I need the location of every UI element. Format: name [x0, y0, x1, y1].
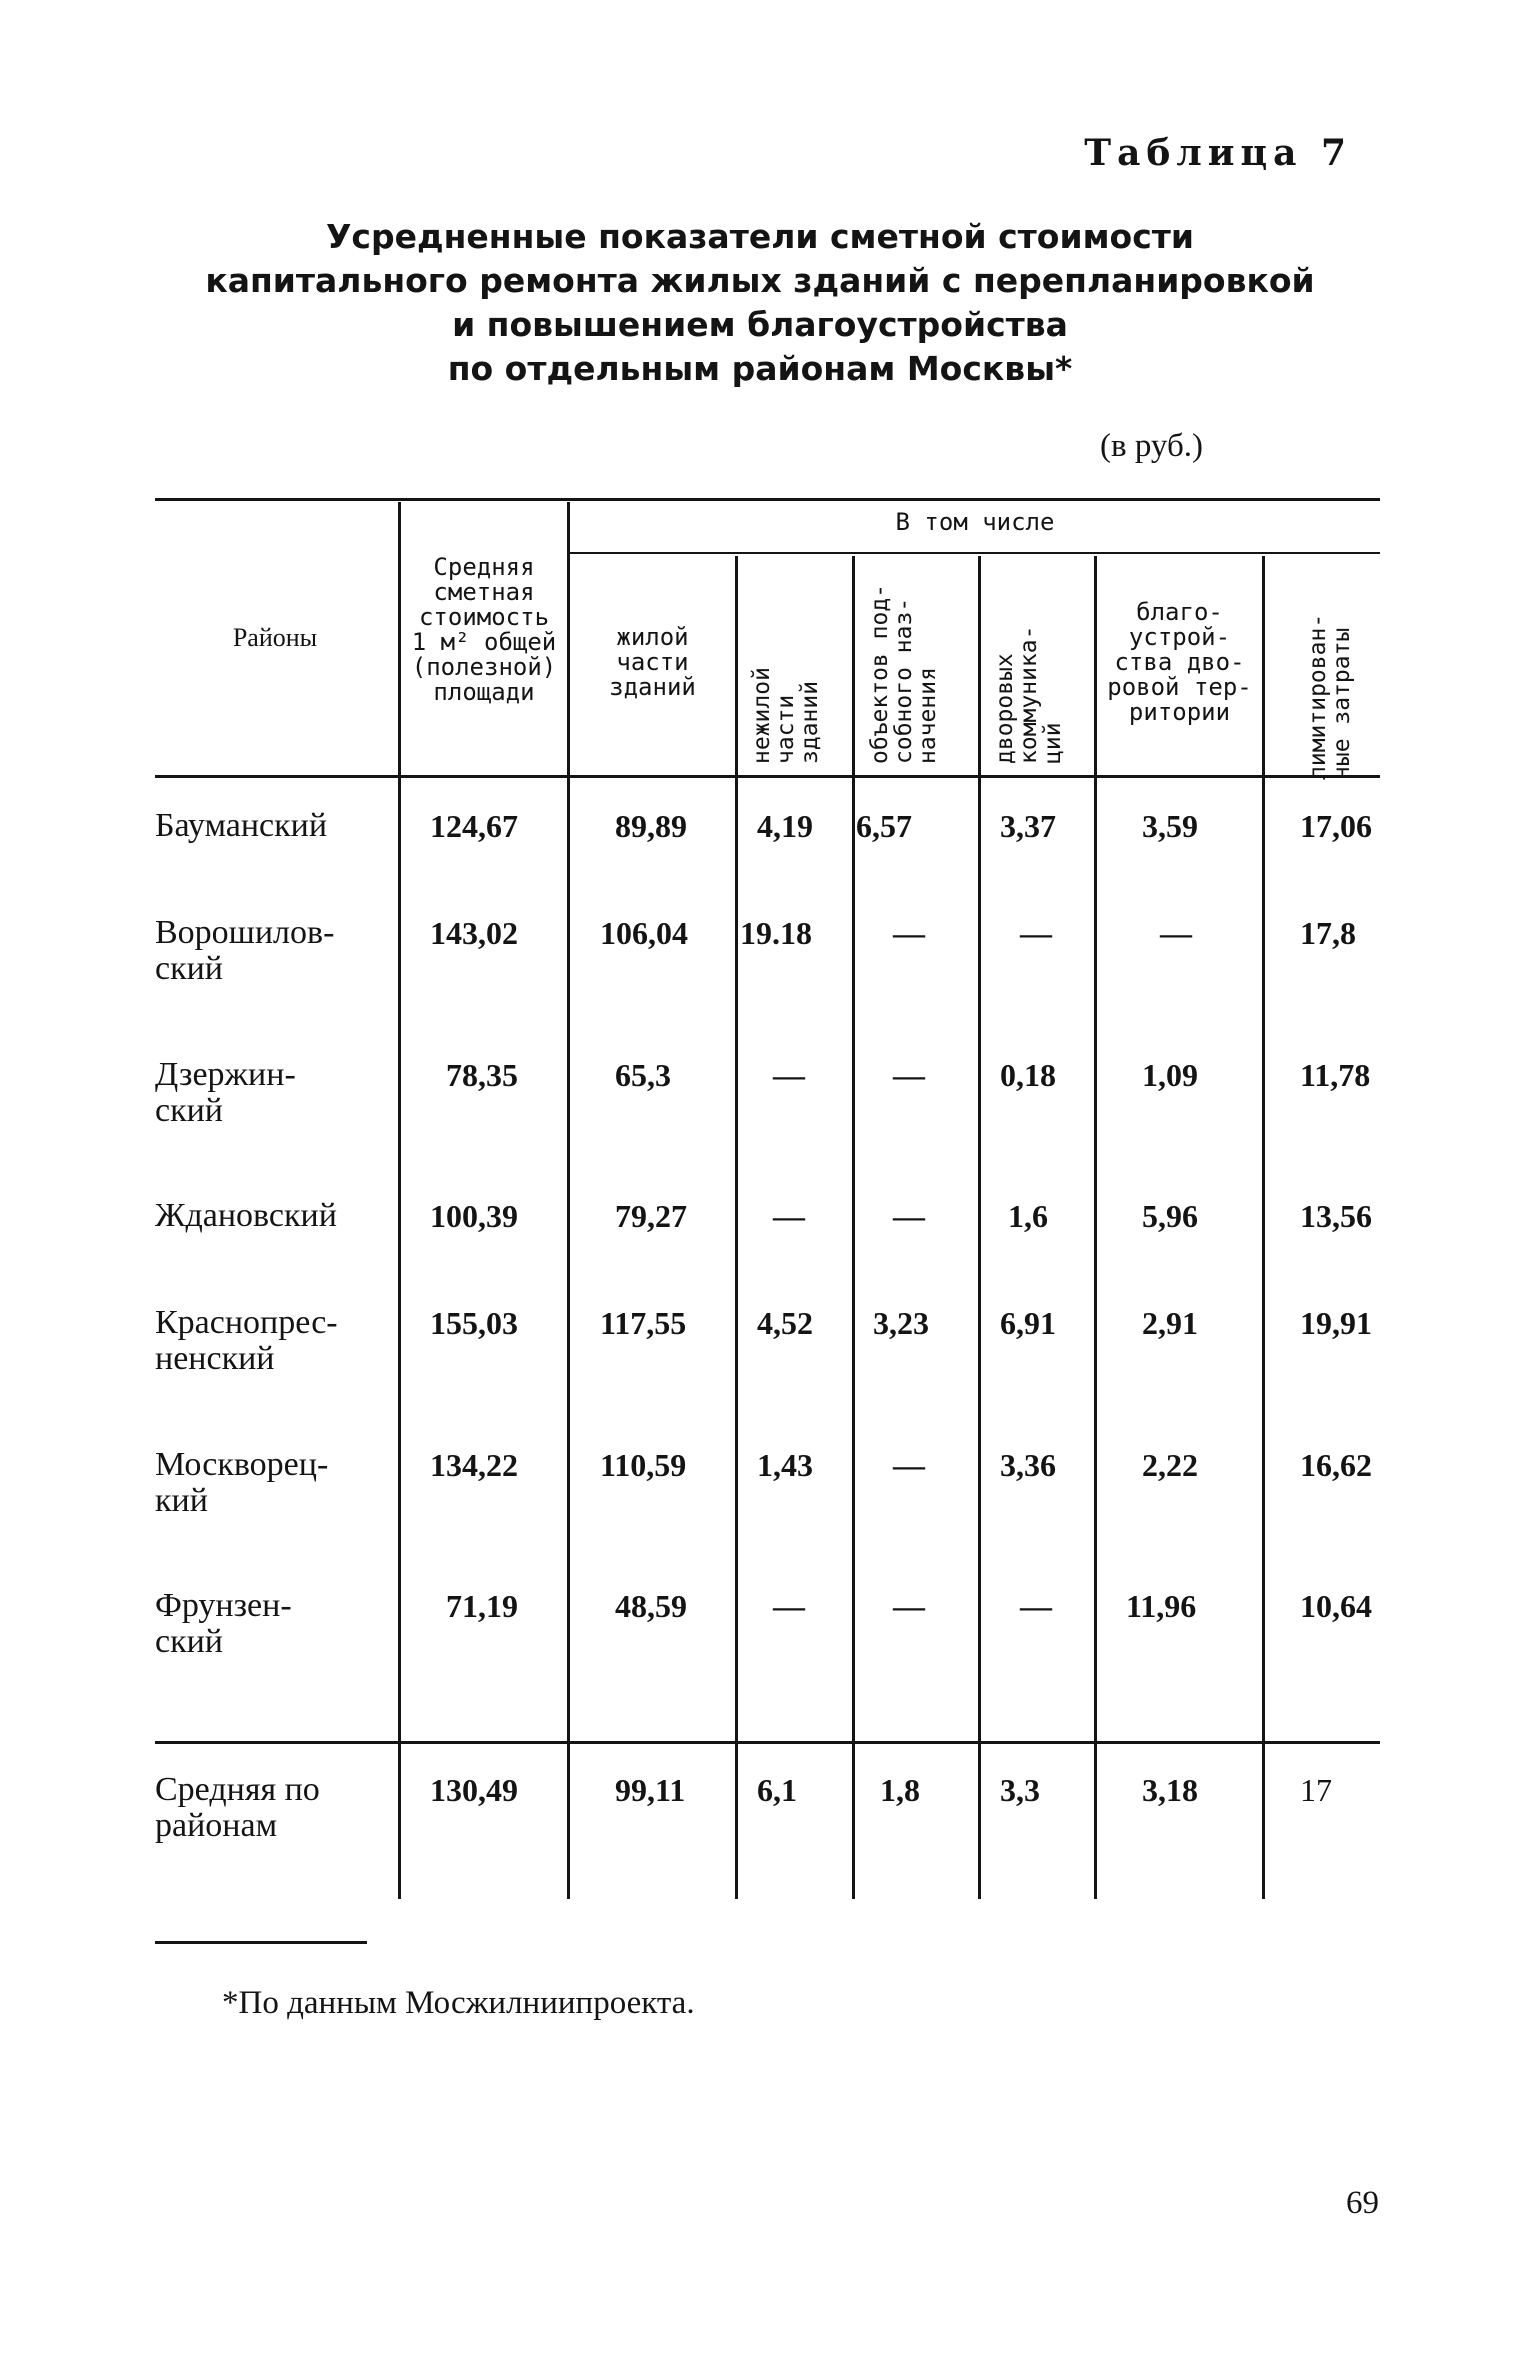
district-name — [155, 1588, 292, 1660]
cell-residential: 117,55 — [600, 1305, 687, 1341]
cell-yard-utilities: 0,18 — [1000, 1057, 1056, 1093]
title-line: и повышением благоустройства — [452, 305, 1068, 344]
cell-yard-utilities: 1,6 — [1008, 1198, 1048, 1234]
header-line: сметная — [433, 578, 535, 606]
table-label: Таблица 7 — [1084, 132, 1352, 174]
cell-avg-cost: 143,02 — [430, 915, 518, 951]
header-nonresidential — [750, 554, 834, 764]
cell-limited: 17,06 — [1300, 808, 1372, 844]
cell-yard-utilities: 3,36 — [1000, 1447, 1056, 1483]
header-line: коммуника- — [1016, 625, 1042, 764]
cell-avg-cost: 100,39 — [430, 1198, 518, 1234]
header-line: стоимость — [418, 603, 550, 631]
cell-yard-improvement: 5,96 — [1142, 1198, 1198, 1234]
district-name — [155, 1057, 296, 1129]
cell-auxiliary: — — [893, 915, 925, 951]
header-limited — [1306, 560, 1366, 780]
cell-auxiliary: 1,8 — [880, 1772, 920, 1808]
cell-limited: 17 — [1300, 1772, 1332, 1808]
cell-residential: 99,11 — [615, 1772, 686, 1808]
district-name — [155, 1447, 328, 1519]
cell-limited: 17,8 — [1300, 915, 1356, 951]
cell-yard-improvement: 11,96 — [1126, 1588, 1197, 1624]
header-residential — [570, 625, 735, 700]
header-line: лимитирован- — [1305, 613, 1331, 780]
header-bottom-rule — [155, 775, 1380, 778]
district-line: ский — [155, 1092, 223, 1129]
unit-note: (в руб.) — [1100, 428, 1203, 464]
cell-auxiliary: — — [893, 1588, 925, 1624]
cell-nonresidential: 4,19 — [757, 808, 813, 844]
cell-auxiliary: 3,23 — [873, 1305, 929, 1341]
header-line: собного наз- — [891, 597, 917, 764]
district-name — [155, 1198, 337, 1234]
title-line: по отдельным районам Москвы* — [447, 349, 1073, 388]
cell-avg-cost: 124,67 — [430, 808, 518, 844]
cell-yard-improvement: 1,09 — [1142, 1057, 1198, 1093]
cell-residential: 89,89 — [615, 808, 687, 844]
column-divider — [398, 502, 401, 1899]
district-line: ский — [155, 950, 223, 987]
cell-avg-cost: 71,19 — [446, 1588, 518, 1624]
district-name — [155, 808, 327, 844]
column-divider — [852, 556, 855, 1899]
header-line: зданий — [797, 680, 823, 764]
header-yard-improvement — [1097, 600, 1262, 725]
district-line: Бауманский — [155, 807, 328, 844]
cell-yard-utilities: — — [1020, 915, 1052, 951]
cell-yard-utilities: 3,37 — [1000, 808, 1056, 844]
cell-limited: 13,56 — [1300, 1198, 1372, 1234]
cell-auxiliary: 6,57 — [856, 808, 912, 844]
header-line: ритории — [1128, 698, 1231, 726]
header-line: части — [773, 694, 799, 764]
cell-yard-improvement: 3,59 — [1142, 808, 1198, 844]
cell-residential: 65,3 — [615, 1057, 671, 1093]
header-line: ровой тер- — [1107, 673, 1252, 701]
header-avg-cost — [401, 555, 567, 705]
column-divider — [735, 556, 738, 1899]
district-line: ненский — [155, 1340, 275, 1377]
cell-avg-cost: 130,49 — [430, 1772, 518, 1808]
column-divider — [978, 556, 981, 1899]
column-divider — [1094, 556, 1097, 1899]
cell-auxiliary: — — [893, 1198, 925, 1234]
cell-nonresidential: — — [773, 1588, 805, 1624]
cell-avg-cost: 78,35 — [446, 1057, 518, 1093]
cell-limited: 10,64 — [1300, 1588, 1372, 1624]
district-name — [155, 1305, 338, 1377]
header-line: начения — [915, 667, 941, 764]
header-districts: Районы — [232, 623, 318, 652]
cell-yard-improvement: 2,22 — [1142, 1447, 1198, 1483]
header-line: ные затраты — [1329, 627, 1355, 780]
cell-yard-utilities: — — [1020, 1588, 1052, 1624]
header-line: дворовых — [992, 653, 1018, 764]
cell-residential: 79,27 — [615, 1198, 687, 1234]
header-line: объектов под- — [867, 583, 893, 764]
table-top-rule — [155, 498, 1380, 501]
cell-residential: 106,04 — [600, 915, 688, 951]
header-line: ций — [1040, 722, 1066, 764]
district-line: Москворец- — [155, 1446, 329, 1483]
cell-residential: 110,59 — [600, 1447, 687, 1483]
cell-limited: 19,91 — [1300, 1305, 1372, 1341]
district-line: Фрунзен- — [155, 1587, 292, 1624]
title-line: Усредненные показатели сметной стоимости — [325, 217, 1195, 256]
district-line: кий — [155, 1482, 208, 1519]
cell-auxiliary: — — [893, 1447, 925, 1483]
header-line: части — [616, 648, 689, 676]
cell-nonresidential: 4,52 — [757, 1305, 813, 1341]
header-line: зданий — [609, 673, 696, 701]
header-yard-utilities — [993, 554, 1077, 764]
column-divider — [567, 502, 570, 1899]
cell-residential: 48,59 — [615, 1588, 687, 1624]
district-line: Ворошилов- — [155, 914, 335, 951]
header-line: благо- — [1136, 598, 1223, 626]
district-name — [155, 1772, 320, 1844]
cell-yard-improvement: 3,18 — [1142, 1772, 1198, 1808]
cell-limited: 16,62 — [1300, 1447, 1372, 1483]
cell-avg-cost: 155,03 — [430, 1305, 518, 1341]
total-rule — [155, 1741, 1380, 1744]
cell-yard-improvement: 2,91 — [1142, 1305, 1198, 1341]
footnote: *По данным Мосжилниипроекта. — [222, 1985, 695, 2021]
header-line: Средняя — [433, 553, 535, 581]
cell-nonresidential: 19.18 — [740, 915, 812, 951]
cell-nonresidential: 6,1 — [757, 1772, 797, 1808]
district-line: Средняя по — [155, 1771, 320, 1808]
cell-yard-utilities: 6,91 — [1000, 1305, 1056, 1341]
cell-nonresidential: 1,43 — [757, 1447, 813, 1483]
header-auxiliary — [868, 554, 952, 764]
page-number: 69 — [1346, 2185, 1379, 2221]
header-line: нежилой — [749, 667, 775, 764]
footnote-rule — [155, 1941, 367, 1944]
district-name — [155, 915, 334, 987]
header-line: жилой — [616, 623, 689, 651]
header-line: (полезной) — [411, 653, 557, 681]
header-line: ства дво- — [1114, 648, 1245, 676]
cell-yard-improvement: — — [1160, 915, 1192, 951]
group-header-rule — [570, 552, 1380, 554]
title-line: капитального ремонта жилых зданий с перепланировкой — [205, 261, 1315, 300]
column-divider — [1262, 556, 1265, 1899]
header-line: устрой- — [1128, 623, 1231, 651]
district-line: районам — [155, 1807, 278, 1844]
district-line: ский — [155, 1623, 223, 1660]
cell-nonresidential: — — [773, 1057, 805, 1093]
cell-auxiliary: — — [893, 1057, 925, 1093]
district-line: Краснопрес- — [155, 1304, 338, 1341]
header-group: В том числе — [895, 508, 1055, 536]
district-line: Дзержин- — [155, 1056, 296, 1093]
district-line: Ждановский — [155, 1197, 337, 1234]
cell-avg-cost: 134,22 — [430, 1447, 518, 1483]
cell-yard-utilities: 3,3 — [1000, 1772, 1040, 1808]
header-line: 1 м² общей — [411, 628, 557, 656]
cell-limited: 11,78 — [1300, 1057, 1371, 1093]
cell-nonresidential: — — [773, 1198, 805, 1234]
header-line: площади — [433, 678, 535, 706]
